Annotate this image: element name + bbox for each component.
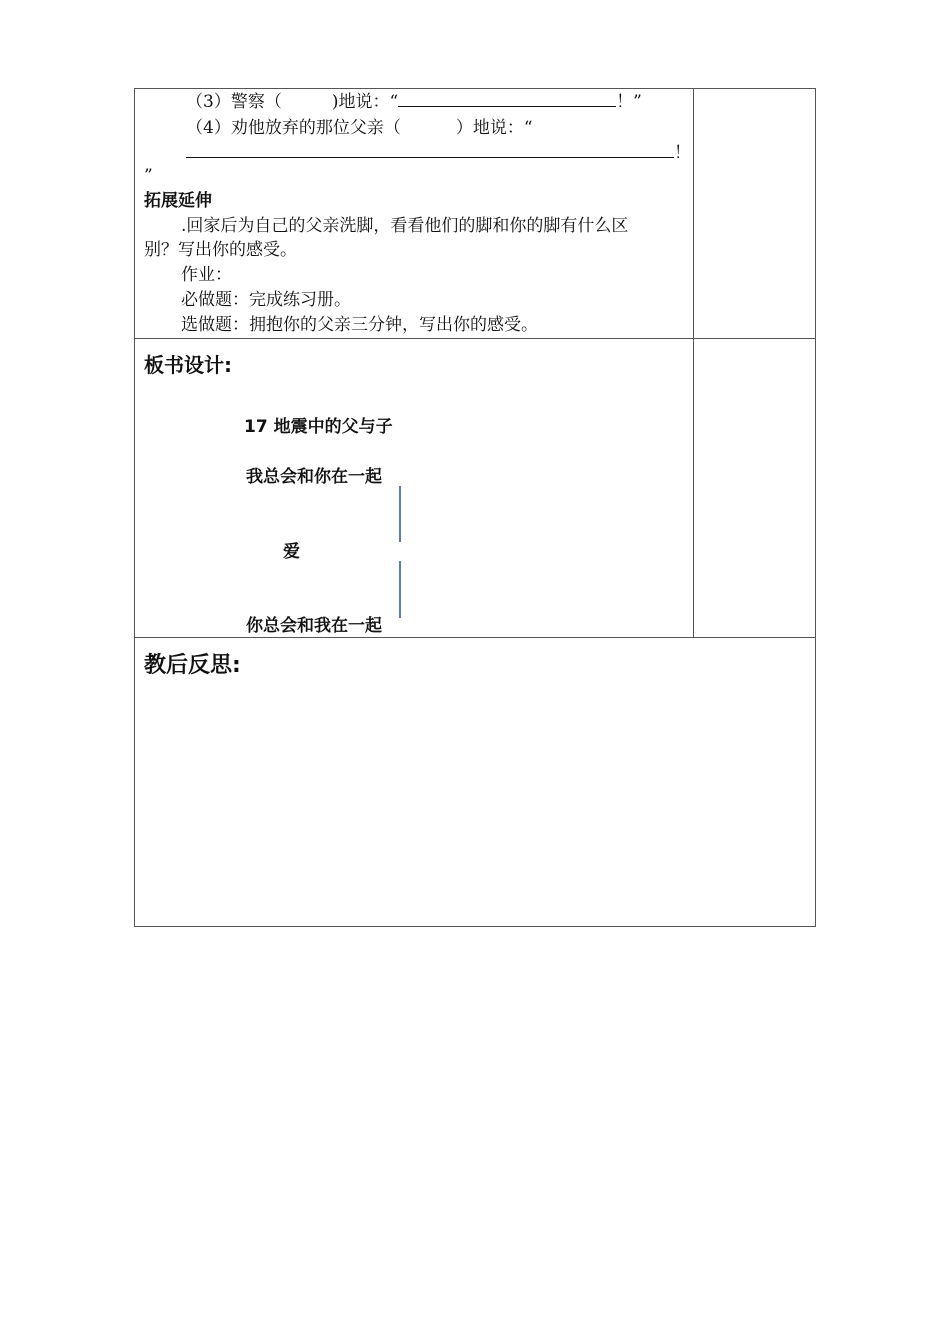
closing-quote: ” [144, 166, 153, 186]
exercise-item-4: （4）劝他放弃的那位父亲（ ）地说：“ [186, 118, 533, 138]
extension-text-line1: .回家后为自己的父亲洗脚，看看他们的脚和你的脚有什么区 [181, 216, 629, 236]
reflection-heading: 教后反思: [144, 653, 241, 678]
lesson-plan-table [134, 88, 816, 927]
exercise-item-3: （3）警察（ )地说：“ ！” [186, 92, 642, 112]
extension-heading: 拓展延伸 [144, 191, 212, 211]
extension-text-line2: 别？写出你的感受。 [144, 240, 297, 260]
board-line-2: 你总会和我在一起 [246, 616, 382, 636]
board-title: 17 地震中的父与子 [244, 417, 393, 437]
homework-label: 作业： [181, 265, 232, 285]
bracket-line-bottom [399, 561, 401, 618]
column-divider [693, 89, 694, 638]
answer-blank [186, 141, 674, 158]
answer-blank [398, 90, 616, 107]
board-center-love: 爱 [283, 542, 300, 562]
homework-required: 必做题：完成练习册。 [181, 290, 351, 310]
exercise-item-4-blank-line: ！ [186, 141, 691, 165]
board-design-heading: 板书设计: [144, 353, 232, 377]
row-divider-1 [135, 338, 815, 339]
row-divider-2 [135, 637, 815, 638]
bracket-line-top [399, 486, 401, 542]
homework-optional: 选做题：拥抱你的父亲三分钟，写出你的感受。 [181, 315, 538, 335]
board-line-1: 我总会和你在一起 [246, 467, 382, 487]
